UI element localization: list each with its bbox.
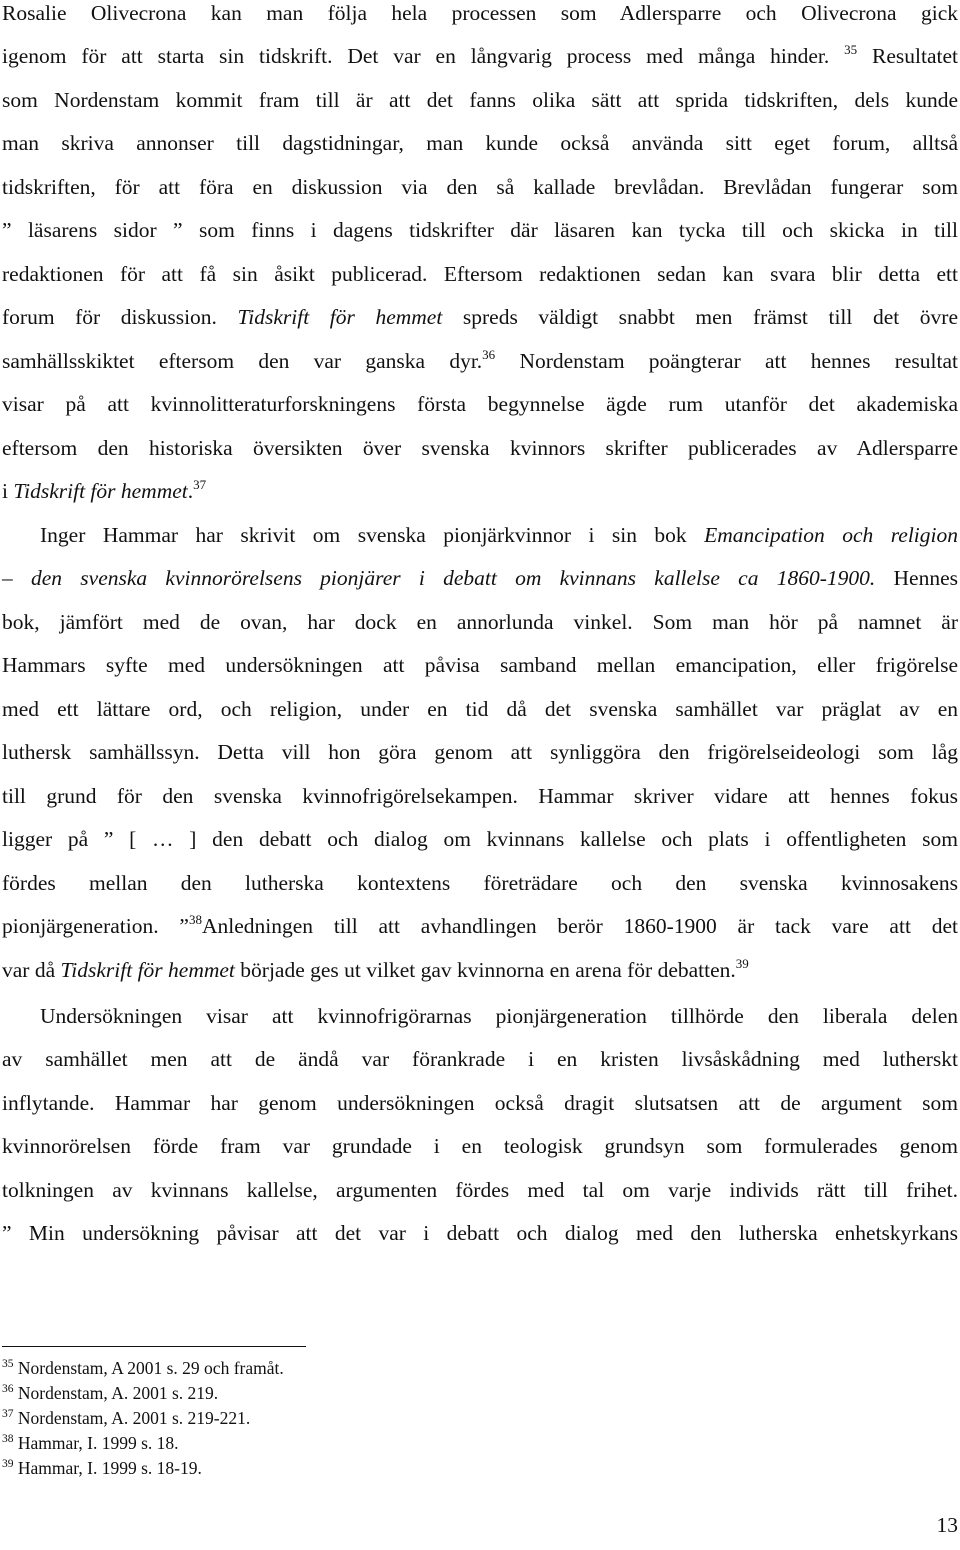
body-line: Rosalie Olivecrona kan man följa hela processen som Adlersparre och Olivecrona gick xyxy=(2,1,958,25)
footnote-text: Hammar, I. 1999 s. 18. xyxy=(17,1433,179,1453)
footnote-text: Nordenstam, A 2001 s. 29 och framåt. xyxy=(17,1358,284,1378)
body-line: till grund för den svenska kvinnofrigörelsekampen. Hammar skriver vidare att hennes fokus xyxy=(2,784,958,808)
body-line: pionjärgeneration. ”$^{38}$Anledningen till att avhandlingen berör 1860-1900 är tack vare att det xyxy=(2,912,958,938)
body-line: av samhället men att de ändå var förankrade i en kristen livsåskådning med lutherskt xyxy=(2,1047,958,1071)
footnote xyxy=(2,1358,284,1378)
body-line: som Nordenstam kommit fram till är att det fanns olika sätt att sprida tidskriften, dels kunde xyxy=(2,88,958,112)
body-line: Undersökningen visar att kvinnofrigörarnas pionjärgeneration tillhörde den liberala delen xyxy=(40,1004,958,1028)
body-line: eftersom den historiska översikten över svenska kvinnors skrifter publicerades av Adlersparre xyxy=(2,436,958,460)
body-line: Inger Hammar har skrivit om svenska pionjärkvinnor i sin bok Emancipation och religion xyxy=(40,523,958,547)
body-line: ” Min undersökning påvisar att det var i debatt och dialog med den lutherska enhetskyrkans xyxy=(2,1221,958,1245)
book-title: Tidskrift för hemmet xyxy=(60,958,235,982)
footnote-number: 38 xyxy=(2,1433,14,1445)
body-line: i Tidskrift för hemmet.$^{37}$ xyxy=(2,477,207,503)
body-line: redaktionen för att få sin åsikt publicerad. Eftersom redaktionen sedan kan svara blir detta ett xyxy=(2,262,958,286)
body-line: tolkningen av kvinnans kallelse, argumenten fördes med tal om varje individs rätt till frihet. xyxy=(2,1178,958,1202)
body-line: ” läsarens sidor ” som finns i dagens tidskrifter där läsaren kan tycka till och skicka in till xyxy=(2,218,958,242)
body-line: tidskriften, för att föra en diskussion via den så kallade brevlådan. Brevlådan fungerar som xyxy=(2,175,958,199)
body-line: kvinnorörelsen förde fram var grundade i en teologisk grundsyn som formulerades genom xyxy=(2,1134,958,1158)
page-number: 13 xyxy=(936,1513,958,1537)
body-line: man skriva annonser till dagstidningar, man kunde också använda sitt eget forum, alltså xyxy=(2,131,958,155)
footnote-ref: 35 xyxy=(844,42,858,57)
body-line: var då Tidskrift för hemmet började ges ut vilket gav kvinnorna en arena för debatten.$^{39}$ xyxy=(2,956,749,982)
body-line: visar på att kvinnolitteraturforskningens första begynnelse ägde rum utanför det akademiska xyxy=(2,392,958,416)
footnote-number: 35 xyxy=(2,1358,14,1370)
footnote-divider xyxy=(2,1346,306,1347)
body-line: med ett lättare ord, och religion, under en tid då det svenska samhället var präglat av en xyxy=(2,697,958,721)
footnote-ref: 36 xyxy=(482,347,496,362)
body-line: igenom för att starta sin tidskrift. Det var en långvarig process med många hinder. $^{35}$ Resultatet xyxy=(2,42,959,68)
body-line: samhällsskiktet eftersom den var ganska dyr.$^{36}$ Nordenstam poängterar att hennes resultat xyxy=(2,347,959,373)
footnote-number: 36 xyxy=(2,1383,14,1395)
footnote xyxy=(2,1458,202,1478)
footnote-text: Nordenstam, A. 2001 s. 219. xyxy=(17,1383,219,1403)
footnote-ref: 39 xyxy=(735,956,749,971)
body-line: inflytande. Hammar har genom undersökningen också dragit slutsatsen att de argument som xyxy=(2,1091,958,1115)
footnote-ref: 38 xyxy=(188,912,202,927)
footnote xyxy=(2,1408,250,1428)
book-subtitle: – den svenska kvinnorörelsens pionjärer i debatt om kvinnans kallelse ca 1860-1900. xyxy=(2,566,876,590)
book-title: Emancipation och religion xyxy=(704,523,958,547)
body-line: ligger på ” [ … ] den debatt och dialog om kvinnans kallelse och plats i offentligheten som xyxy=(2,827,958,851)
footnote-number: 39 xyxy=(2,1458,14,1470)
footnote xyxy=(2,1433,179,1453)
body-line: bok, jämfört med de ovan, har dock en annorlunda vinkel. Som man hör på namnet är xyxy=(2,610,958,634)
body-line: Hammars syfte med undersökningen att påvisa samband mellan emancipation, eller frigörelse xyxy=(2,653,958,677)
footnote-number: 37 xyxy=(2,1408,14,1420)
footnote-text: Nordenstam, A. 2001 s. 219-221. xyxy=(17,1408,251,1428)
body-line: fördes mellan den lutherska kontextens företrädare och den svenska kvinnosakens xyxy=(2,871,958,895)
body-line: luthersk samhällssyn. Detta vill hon göra genom att synliggöra den frigörelseideologi som låg xyxy=(2,740,958,764)
footnote-ref: 37 xyxy=(193,477,207,492)
book-title: Tidskrift för hemmet xyxy=(13,479,188,503)
footnote xyxy=(2,1383,218,1403)
body-line: – den svenska kvinnorörelsens pionjärer i debatt om kvinnans kallelse ca 1860-1900. Hennes xyxy=(2,566,958,590)
book-title: Tidskrift för hemmet xyxy=(237,305,443,329)
body-line: forum för diskussion. Tidskrift för hemmet spreds väldigt snabbt men främst till det övre xyxy=(2,305,958,329)
footnote-text: Hammar, I. 1999 s. 18-19. xyxy=(17,1458,202,1478)
